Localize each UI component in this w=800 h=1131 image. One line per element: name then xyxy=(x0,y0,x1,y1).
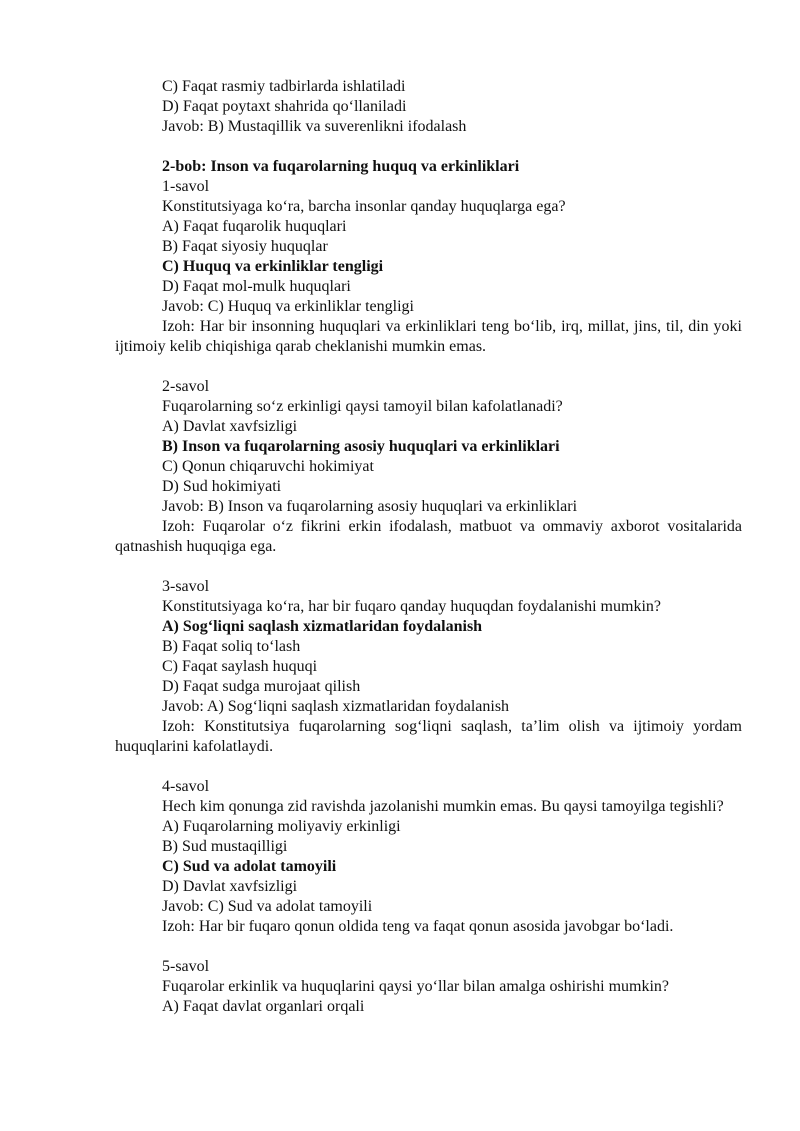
chapter-title: 2-bob: Inson va fuqarolarning huquq va erkinliklari xyxy=(162,158,520,175)
answer: Javob: A) Sog‘liqni saqlash xizmatlaridan foydalanish xyxy=(162,698,510,715)
question-text: Fuqarolarning so‘z erkinligi qaysi tamoyil bilan kafolatlanadi? xyxy=(162,398,563,415)
answer: Javob: B) Inson va fuqarolarning asosiy huquqlari va erkinliklari xyxy=(162,498,578,515)
intro-answer: Javob: B) Mustaqillik va suverenlikni ifodalash xyxy=(162,118,467,135)
question-label: 1-savol xyxy=(162,178,210,195)
option-b: B) Sud mustaqilligi xyxy=(162,838,288,855)
question-text: Konstitutsiyaga ko‘ra, har bir fuqaro qanday huquqdan foydalanishi mumkin? xyxy=(162,598,661,615)
option-c: C) Qonun chiqaruvchi hokimiyat xyxy=(162,458,374,475)
option-b: B) Faqat soliq to‘lash xyxy=(162,638,301,655)
option-a: A) Faqat davlat organlari orqali xyxy=(162,998,365,1015)
intro-option-d: D) Faqat poytaxt shahrida qo‘llaniladi xyxy=(162,98,407,115)
option-b: B) Faqat siyosiy huquqlar xyxy=(162,238,328,255)
question-text: Hech kim qonunga zid ravishda jazolanishi mumkin emas. Bu qaysi tamoyilga tegishli? xyxy=(162,798,724,815)
option-c-correct: C) Huquq va erkinliklar tengligi xyxy=(162,258,384,275)
option-d: D) Davlat xavfsizligi xyxy=(162,878,298,895)
answer: Javob: C) Sud va adolat tamoyili xyxy=(162,898,373,915)
question-label: 2-savol xyxy=(162,378,210,395)
intro-option-c: C) Faqat rasmiy tadbirlarda ishlatiladi xyxy=(162,78,406,95)
question-label: 3-savol xyxy=(162,578,210,595)
option-c: C) Faqat saylash huquqi xyxy=(162,658,318,675)
question-label: 4-savol xyxy=(162,778,210,795)
option-a: A) Fuqarolarning moliyaviy erkinligi xyxy=(162,818,401,835)
option-a: A) Faqat fuqarolik huquqlari xyxy=(162,218,347,235)
answer: Javob: C) Huquq va erkinliklar tengligi xyxy=(162,298,414,315)
option-a-correct: A) Sog‘liqni saqlash xizmatlaridan foydalanish xyxy=(162,618,483,635)
option-b-correct: B) Inson va fuqarolarning asosiy huquqlari va erkinliklari xyxy=(162,438,560,455)
explanation: Izoh: Har bir fuqaro qonun oldida teng va faqat qonun asosida javobgar bo‘ladi. xyxy=(162,918,674,935)
option-c-correct: C) Sud va adolat tamoyili xyxy=(162,858,337,875)
explanation: Izoh: Fuqarolar o‘z fikrini erkin ifodalash, matbuot va ommaviy axborot vositalarida qatnashish huquqiga ega. xyxy=(115,518,742,555)
explanation: Izoh: Har bir insonning huquqlari va erkinliklari teng bo‘lib, irq, millat, jins, til, din yoki ijtimoiy kelib chiqishiga qarab cheklanishi mumkin emas. xyxy=(115,318,742,355)
question-text: Konstitutsiyaga ko‘ra, barcha insonlar qanday huquqlarga ega? xyxy=(162,198,566,215)
document-body xyxy=(115,77,742,1017)
question-label: 5-savol xyxy=(162,958,210,975)
option-d: D) Sud hokimiyati xyxy=(162,478,282,495)
option-d: D) Faqat sudga murojaat qilish xyxy=(162,678,361,695)
option-a: A) Davlat xavfsizligi xyxy=(162,418,298,435)
explanation: Izoh: Konstitutsiya fuqarolarning sog‘liqni saqlash, ta’lim olish va ijtimoiy yordam huquqlarini kafolatlaydi. xyxy=(115,718,742,755)
option-d: D) Faqat mol-mulk huquqlari xyxy=(162,278,351,295)
question-text: Fuqarolar erkinlik va huquqlarini qaysi yo‘llar bilan amalga oshirishi mumkin? xyxy=(162,978,669,995)
